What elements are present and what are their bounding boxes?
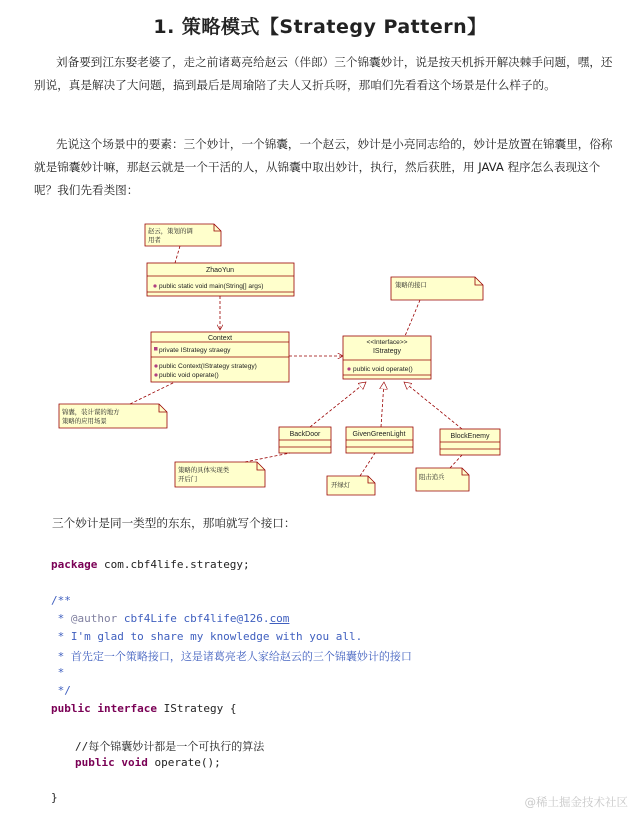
interface-istrategy-name: IStrategy bbox=[372, 348, 402, 355]
code-keyword: void bbox=[121, 756, 148, 769]
note-context-line1: 锦囊，装计谋的地方 bbox=[62, 408, 120, 416]
code-close-brace: } bbox=[51, 791, 58, 804]
code-package-name: com.cbf4life.strategy; bbox=[97, 558, 250, 571]
class-zhaoyun-name: ZhaoYun bbox=[205, 267, 235, 274]
code-comment-glad: * I'm glad to share my knowledge with you all. bbox=[51, 630, 363, 643]
paragraph-intro: 刘备要到江东娶老婆了，走之前诸葛亮给赵云（伴郎）三个锦囊妙计，说是按天机拆开解决棘手问题，嘿，还别说，真是解决了大问题，搞到最后是周瑜陪了夫人又折兵呀，那咱们先看看这个场景是什么样子的。 bbox=[34, 55, 613, 92]
class-green bbox=[346, 427, 413, 453]
note-context bbox=[59, 404, 167, 428]
watermark: @稀土掘金技术社区 bbox=[524, 795, 628, 809]
class-context-method-1: public Context(IStrategy strategy) bbox=[159, 363, 257, 370]
method-icon bbox=[154, 364, 157, 367]
code-comment-prefix: * bbox=[51, 612, 71, 625]
code-method-name: operate(); bbox=[147, 756, 221, 769]
paragraph-elements: 先说这个场景中的要素：三个妙计，一个锦囊，一个赵云，妙计是小亮同志给的，妙计是放置在锦囊里，俗称就是锦囊妙计嘛，那赵云就是一个干活的人，从锦囊中取出妙计，执行，然后获胜，用 JAVA 程序怎么表现这个呢？我们先看类图： bbox=[34, 137, 613, 197]
code-method-line bbox=[75, 756, 635, 769]
code-comment-desc: * 首先定一个策略接口，这是诸葛亮老人家给赵云的三个锦囊妙计的接口 bbox=[51, 650, 412, 663]
class-context bbox=[151, 332, 289, 382]
uml-class-diagram bbox=[0, 215, 640, 500]
method-icon bbox=[154, 373, 157, 376]
class-backdoor bbox=[279, 427, 331, 453]
interface-istrategy-method: public void operate() bbox=[353, 366, 413, 373]
note-interface-line1: 策略的接口 bbox=[395, 281, 427, 289]
note-backdoor bbox=[175, 462, 265, 487]
class-green-name: GivenGreenLight bbox=[352, 431, 406, 438]
note-green-line1: 开绿灯 bbox=[331, 481, 351, 489]
note-zhaoyun-line2: 用者 bbox=[148, 236, 161, 244]
code-doc-close: */ bbox=[51, 684, 71, 697]
interface-istrategy bbox=[343, 336, 431, 379]
code-comment-star: * bbox=[51, 666, 65, 679]
class-context-method-2: public void operate() bbox=[159, 372, 219, 379]
code-keyword: interface bbox=[97, 702, 157, 715]
interface-stereotype: <<Interface>> bbox=[366, 339, 408, 346]
code-author-link[interactable]: com bbox=[269, 612, 290, 625]
code-interface-name: IStrategy { bbox=[156, 702, 237, 715]
class-context-field: private IStrategy straegy bbox=[159, 347, 231, 354]
note-interface bbox=[391, 277, 483, 300]
method-icon bbox=[347, 367, 350, 370]
code-package-line bbox=[51, 558, 611, 571]
document-title: 1. 策略模式【Strategy Pattern】 bbox=[153, 16, 487, 38]
code-keyword: public bbox=[75, 756, 115, 769]
code-keyword: package bbox=[51, 558, 98, 571]
code-inner-comment: //每个锦囊妙计都是一个可执行的算法 bbox=[75, 740, 265, 753]
code-author-line bbox=[51, 612, 611, 625]
code-keyword: public bbox=[51, 702, 91, 715]
note-context-line2: 策略的应用场景 bbox=[62, 417, 107, 425]
code-doc-open: /** bbox=[51, 594, 71, 607]
class-block-name: BlockEnemy bbox=[450, 433, 490, 440]
code-interface-decl bbox=[51, 702, 611, 715]
field-icon bbox=[154, 347, 158, 351]
class-block bbox=[440, 429, 500, 455]
class-backdoor-name: BackDoor bbox=[289, 431, 321, 438]
note-backdoor-line2: 开后门 bbox=[178, 475, 198, 483]
note-backdoor-line1: 策略的具体实现类 bbox=[178, 466, 230, 474]
note-zhaoyun-line1: 赵云，策划的调 bbox=[148, 227, 193, 235]
code-author-text: cbf4Life cbf4life@126. bbox=[117, 612, 270, 625]
class-zhaoyun bbox=[147, 263, 294, 296]
class-context-name: Context bbox=[207, 335, 233, 342]
code-author-tag: @author bbox=[70, 612, 118, 625]
note-block-line1: 阻击追兵 bbox=[419, 473, 445, 481]
intro-after-diagram: 三个妙计是同一类型的东东，那咱就写个接口： bbox=[52, 516, 296, 530]
method-icon bbox=[153, 284, 156, 287]
note-green bbox=[327, 476, 375, 495]
note-zhaoyun bbox=[145, 224, 221, 246]
class-zhaoyun-method: public static void main(String[] args) bbox=[159, 283, 264, 290]
note-block bbox=[416, 468, 469, 491]
